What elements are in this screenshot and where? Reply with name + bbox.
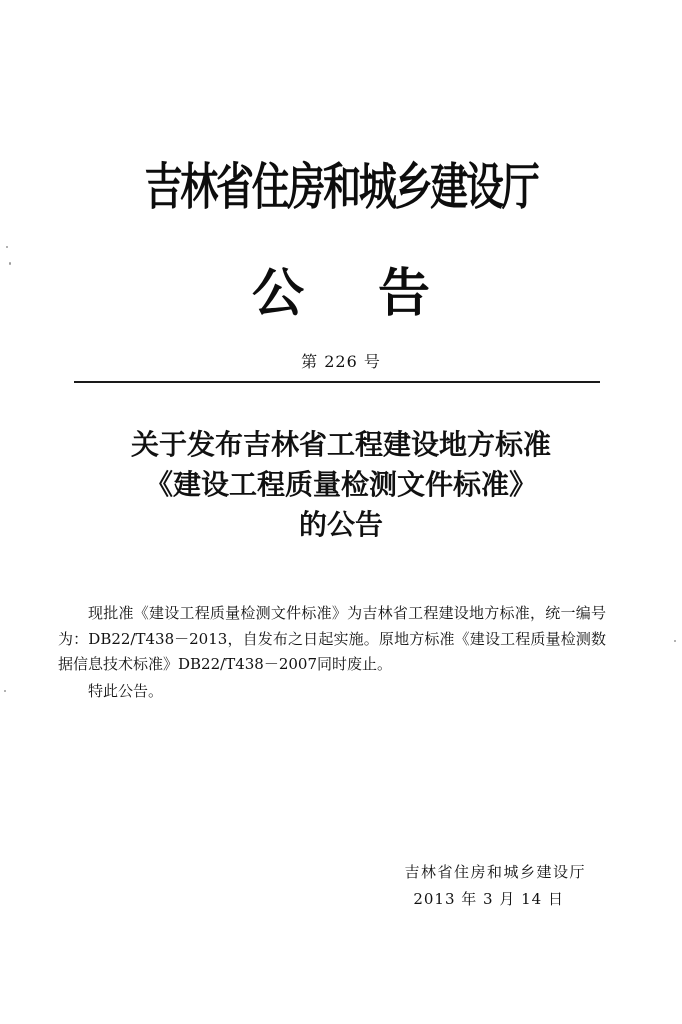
announcement-title: [0, 425, 682, 545]
document-number: 第 226 号: [301, 352, 381, 371]
body-paragraph-approval: 现批准《建设工程质量检测文件标准》为吉林省工程建设地方标准，统一编号为：DB22/T438－2013，自发布之日起实施。原地方标准《建设工程质量检测数据信息技术标准》DB22/T438－2007同时废止。: [58, 604, 606, 673]
title-line-3: 的公告: [298, 508, 383, 541]
scan-speck: [6, 246, 8, 248]
document-type-heading: 公 告: [251, 264, 459, 324]
body-paragraph-closing: 特此公告。: [88, 681, 164, 700]
title-line-1: 关于发布吉林省工程建设地方标准: [130, 428, 551, 461]
announcement-body: [58, 601, 606, 704]
issuing-agency-header: 吉林省住房和城乡建设厅: [144, 158, 538, 216]
scan-speck: [9, 262, 11, 265]
scan-speck: [674, 640, 676, 642]
header-divider: [74, 381, 600, 383]
signature-organization: 吉林省住房和城乡建设厅: [404, 863, 586, 881]
title-line-2: 《建设工程质量检测文件标准》: [144, 468, 537, 501]
scan-speck: [4, 690, 6, 692]
signature-date: 2013 年 3 月 14 日: [413, 890, 564, 908]
